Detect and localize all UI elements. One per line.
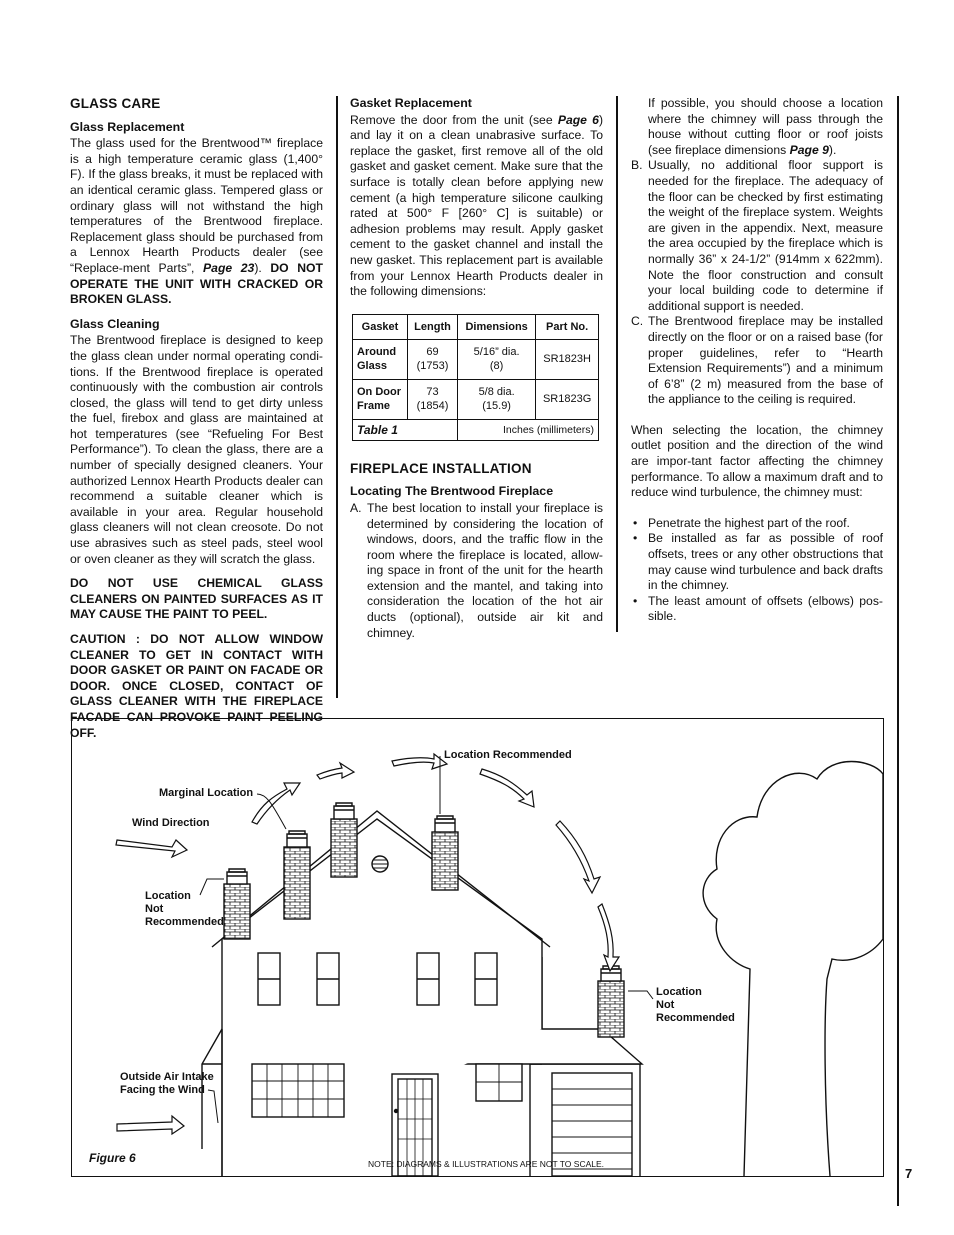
gasket-title: Gasket Replacement: [350, 96, 472, 110]
gasket-table: [352, 314, 599, 441]
page-number: 7: [905, 1166, 913, 1181]
tree-icon: [703, 762, 883, 1177]
gasket-text: Remove the door from the unit (see Page 6) and lay it on a clean unabrasive surface. To replace the gasket, first remove all of the old gasket and gasket cement. Make sure that the surface is totally clean before applying new cement (a high temperature silicone caulking rated at 500° F [260° C] is suitable) or adhesion problems may result. Apply gasket cement to the gasket channel and install the new gasket. This replacement part is available from your Lennox Hearth Products dealer in the following dimensions:: [350, 112, 603, 299]
column-divider-1: [336, 96, 338, 698]
installation-list: [350, 501, 603, 641]
list-item: C. The Brentwood fireplace may be installed directly on the floor or on a raised base (for proper guidelines, refer to “Hearth Extension Requirements”) and a minimum of 6’8” (2 m) measured from the base of the appliance to the ceiling is required.: [631, 314, 883, 407]
glass-replacement-text: The glass used for the Brentwood™ fireplace is a high temperature ceramic glass (1,400° F). If the glass breaks, it must be replaced with an identical ceramic glass. Tempered glass or ordinary glass will not withstand the high temperatures of the Brentwood fireplace. Replacement glass should be purchased from a Lennox Hearth Products dealer (see “Replace-ment Parts”, Page 23). DO NOT OPERATE THE UNIT WITH CRACKED OR BROKEN GLASS.: [70, 136, 323, 307]
chimney-recommended: [432, 816, 458, 890]
glass-replacement-title: Glass Replacement: [70, 119, 185, 134]
scale-note: NOTE: DIAGRAMS & ILLUSTRATIONS ARE NOT TO SCALE.: [368, 1159, 605, 1169]
installation-heading: FIREPLACE INSTALLATION: [350, 460, 532, 476]
label-outside-air-intake: Outside Air Intake Facing the Wind: [120, 1071, 214, 1096]
table-header: Part No.: [536, 314, 599, 339]
chimney-text: When selecting the location, the chimney outlet position and the direction of the wind are impor-tant factor affecting the chimney performance. To allow a maximum draft and to reduce wind turbulence, the chimney must:: [631, 422, 883, 500]
label-wind-direction: Wind Direction: [132, 817, 210, 829]
list-item: A. The best location to install your fireplace is determined by considering the location of windows, doors, and the traffic flow in the room where the fireplace is located, allow-ing space in front of the unit for the hearth extension and the mantel, and taking into consideration the location of the hot air ducts (optional), outside air kit and chimney.: [350, 500, 603, 640]
list-item: • Be installed as far as possible of roof offsets, trees or any other obstructions that may cause wind turbulence and back drafts in the chimney.: [633, 531, 883, 593]
chimney-not-recommended-right: [598, 966, 624, 1037]
table-header: Gasket: [353, 314, 408, 339]
column-gasket-installation: [350, 96, 603, 641]
list-item: If possible, you should choose a location where the chimney will pass through the house without cutting floor or roof joists (see fireplace dimensions Page 9).: [648, 96, 883, 157]
list-item: • The least amount of offsets (elbows) pos-sible.: [633, 593, 883, 624]
chimney-marginal-1: [284, 831, 310, 919]
chimney-not-recommended-left: [224, 869, 250, 939]
glass-replacement-warning: DO NOT OPERATE THE UNIT WITH CRACKED OR BROKEN GLASS.: [70, 260, 323, 307]
glass-cleaning-text: The Brentwood fireplace is designed to keep the glass clean under normal operating condi-tions. If the Brentwood fireplace is operated continuously with the combustion air controls closed, the glass will tend to get dirty unless the fuel, firebox and glass are maintained at hot temperatures (see “Refueling For Best Performance”). To clean the glass, there are a number of specially designed cleaners. Your authorized Lennox Hearth Products dealer can recommend a suitable cleaner which is available in your area. Regular household glass cleaners will not clean creosote. Do not use abrasives such as steel pads, steel wool or oven cleaner as they will scratch the glass.: [70, 333, 323, 566]
table-row: On Door Frame 73 (1854) 5/8 dia. (15.9) SR1823G: [353, 379, 599, 419]
figure-caption: Figure 6: [89, 1151, 136, 1165]
chimney-marginal-2: [331, 803, 357, 877]
cleaner-warning: DO NOT USE CHEMICAL GLASS CLEANERS ON PAINTED SURFACES AS IT MAY CAUSE THE PAINT TO PEEL.: [70, 576, 323, 622]
table-units: Inches (millimeters): [458, 419, 599, 440]
window-cleaner-caution: CAUTION : DO NOT ALLOW WINDOW CLEANER TO GET IN CONTACT WITH DOOR GASKET OR PAINT ON FACADE OR DOOR. ONCE CLOSED, CONTACT OF GLASS CLEANER WITH THE FIREPLACE FACADE CAN PROVOKE PAINT PEELING OFF.: [70, 632, 323, 740]
label-location-recommended: Location Recommended: [444, 749, 572, 761]
label-not-recommended-right: Location Not Recommended: [656, 986, 735, 1024]
glass-care-heading: GLASS CARE: [70, 96, 161, 111]
list-item: B. Usually, no additional floor support is needed for the fireplace. The adequacy of the floor can be checked by first estimating the weight of the fireplace system. Weights are given in the appendix. Next, measure the area occupied by the fireplace which is normally 36” x 24-1/2” (914mm x 622mm). Note the floor construction and consult your local building code to determine if additional support is needed.: [631, 158, 883, 313]
table-caption: Table 1: [353, 419, 458, 440]
column-divider-2: [616, 96, 618, 632]
column-location: [631, 96, 883, 625]
column-glass-care: [70, 96, 323, 741]
list-item: • Penetrate the highest part of the roof.: [633, 515, 850, 530]
label-marginal-location: Marginal Location: [159, 787, 254, 799]
glass-cleaning-title: Glass Cleaning: [70, 316, 160, 331]
installation-subtitle: Locating The Brentwood Fireplace: [350, 484, 554, 499]
figure-6-chimney-location: [71, 718, 884, 1177]
chimney-requirements: [631, 516, 883, 625]
table-header: Length: [408, 314, 458, 339]
right-margin-line: [897, 96, 899, 1206]
table-header: Dimensions: [458, 314, 536, 339]
label-not-recommended-left: Location Not Recommended: [145, 890, 224, 928]
table-row: Around Glass 69 (1753) 5/16” dia. (8) SR1823H: [353, 339, 599, 379]
